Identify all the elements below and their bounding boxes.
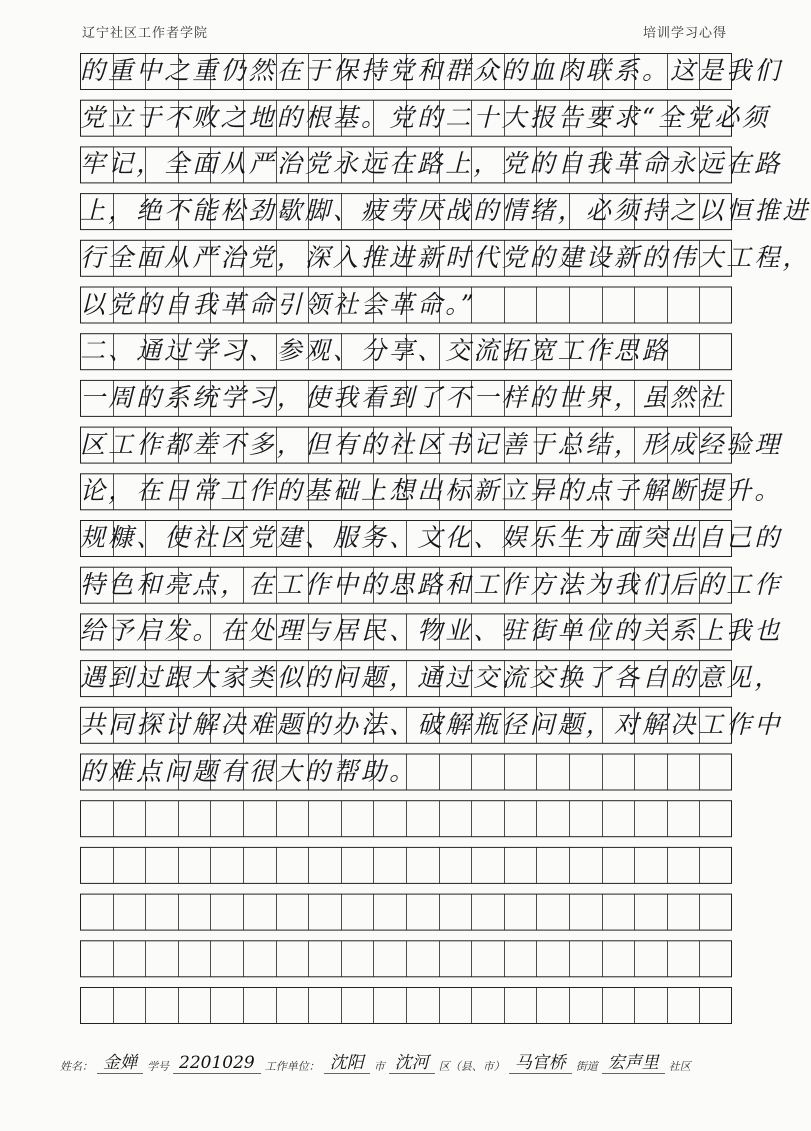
street-label: 街道 bbox=[575, 1060, 598, 1073]
essay-line: 共同探讨解决难题的办法、破解瓶径问题，对解决工作中 bbox=[80, 709, 783, 739]
footer-info bbox=[60, 1044, 760, 1074]
community-label: 社区 bbox=[668, 1060, 691, 1073]
essay-line: 遇到过跟大家类似的问题，通过交流交换了各自的意见， bbox=[80, 663, 783, 693]
student-id-value: 2201029 bbox=[173, 1053, 261, 1074]
essay-line: 的重中之重仍然在于保持党和群众的血肉联系。这是我们 bbox=[80, 56, 783, 85]
work-unit-label: 工作单位： bbox=[264, 1060, 320, 1073]
essay-line: 规糠、使社区党建、服务、文化、娱乐生方面突出自己的 bbox=[80, 523, 783, 552]
street-value: 马官桥 bbox=[509, 1053, 572, 1074]
essay-line: 的难点问题有很大的帮助。 bbox=[80, 756, 418, 786]
name-value: 金婵 bbox=[97, 1053, 143, 1074]
essay-line: 给予启发。在处理与居民、物业、驻街单位的关系上我也 bbox=[80, 616, 783, 646]
city-label: 市 bbox=[373, 1060, 385, 1073]
student-id-label: 学号 bbox=[147, 1060, 169, 1073]
essay-line: 上，绝不能松劲歇脚、疲劳厌战的情绪，必须持之以恒推进 bbox=[80, 196, 811, 226]
district-label: 区（县、市） bbox=[438, 1060, 505, 1073]
essay-line: 特色和亮点，在工作中的思路和工作方法为我们后的工作 bbox=[80, 569, 783, 599]
header-institute: 辽宁社区工作者学院 bbox=[82, 26, 209, 41]
essay-line: 牢记，全面从严治党永远在路上，党的自我革命永远在路 bbox=[80, 149, 783, 179]
essay-line: 一周的系统学习，使我看到了不一样的世界，虽然社 bbox=[80, 382, 727, 412]
essay-line: 党立于不败之地的根基。党的二十大报告要求“全党必须 bbox=[80, 102, 771, 132]
essay-line: 以党的自我革命引领社会革命。” bbox=[80, 289, 477, 319]
writing-grid bbox=[80, 53, 811, 1039]
name-label: 姓名： bbox=[60, 1060, 93, 1073]
community-value: 宏声里 bbox=[602, 1053, 665, 1074]
header-title: 培训学习心得 bbox=[642, 26, 727, 41]
essay-line: 行全面从严治党，深入推进新时代党的建设新的伟大工程， bbox=[80, 242, 811, 272]
city-value: 沈阳 bbox=[324, 1053, 370, 1074]
district-value: 沈河 bbox=[389, 1053, 435, 1074]
essay-line: 区工作都差不多，但有的社区书记善于总结，形成经验理 bbox=[80, 429, 783, 459]
essay-line: 论，在日常工作的基础上想出标新立异的点子解断提升。 bbox=[80, 476, 783, 506]
essay-line: 二、通过学习、参观、分享、交流拓宽工作思路 bbox=[80, 336, 671, 366]
